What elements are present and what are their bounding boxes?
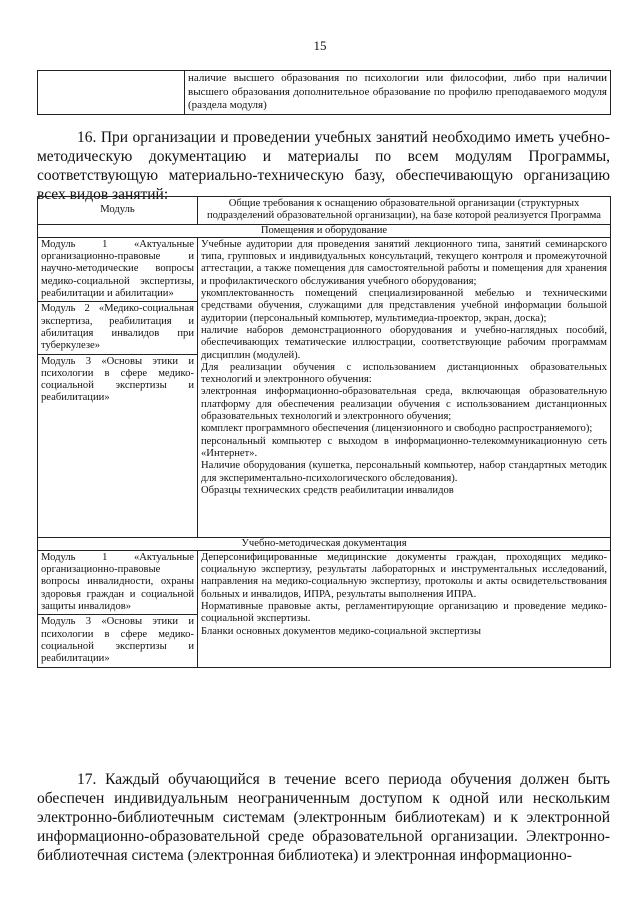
module-cell: Модуль 3 «Основы этики и психологии в сфере медико-социальной экспертизы и реабилитации»: [38, 615, 198, 667]
requirement-cell: наличие высшего образования по психологии или философии, либо при наличии высшего образования дополнительное образование по профилю преподаваемого модуля (раздела модуля): [185, 71, 611, 115]
requirement-item: Для реализации обучения с использованием дистанционных образовательных технологий и электронного обучения:: [201, 361, 607, 386]
paragraph-16: 16. При организации и проведении учебных занятий необходимо иметь учебно-методическую документацию и материалы по всем модулям Программы, соответствующую материально-техническую базу, обеспечивающую организацию всех видов занятий:: [37, 129, 610, 203]
module-cell: Модуль 1 «Актуальные организационно-правовые и научно-методические вопросы медико-социальной экспертизы, реабилитации и абилитации»: [38, 237, 198, 301]
module-cell: Модуль 1 «Актуальные организационно-правовые вопросы инвалидности, охраны здоровья граждан и социальной защиты инвалидов»: [38, 550, 198, 614]
section-title-premises: Помещения и оборудование: [38, 224, 611, 237]
continuation-table: [37, 70, 611, 115]
requirement-item: Наличие оборудования (кушетка, персональный компьютер, набор стандартных методик для экспериментально-психологического обследования).: [201, 460, 607, 484]
requirement-item: Нормативные правовые акты, регламентирующие организацию и проведение медико-социальной экспертизы.: [201, 601, 607, 625]
page-number: 15: [313, 38, 327, 53]
header-requirements: Общие требования к оснащению образовательной организации (структурных подразделений образовательной организации), на базе которой реализуется Программа: [198, 197, 611, 225]
requirements-cell: [198, 550, 611, 667]
requirement-item: Деперсонифицированные медицинские документы граждан, проходящих медико-социальную экспертизу, результаты лабораторных и инструментальных исследований, направления на медико-социальную экспертизу, протоколы и акты освидетельствования больных и инвалидов, ИПРА, результаты выполнения ИПРА.: [201, 551, 607, 600]
requirement-item: персональный компьютер с выходом в информационно-телекоммуникационную сеть «Интернет».: [201, 435, 607, 459]
requirement-item: электронная информационно-образовательная среда, включающая образовательную платформу для обеспечения реализации обучения с использованием дистанционных образовательных технологий и электронного обучения;: [201, 386, 607, 423]
requirements-table: [37, 196, 611, 668]
empty-cell: [38, 71, 185, 115]
section-title-documentation: Учебно-методическая документация: [38, 537, 611, 550]
module-cell: Модуль 2 «Медико-социальная экспертиза, реабилитация и абилитация инвалидов при туберкулезе»: [38, 302, 198, 354]
module-cell: Модуль 3 «Основы этики и психологии в сфере медико-социальной экспертизы и реабилитации»: [38, 354, 198, 537]
requirements-cell: [198, 237, 611, 537]
requirement-item: наличие наборов демонстрационного оборудования и учебно-наглядных пособий, обеспечивающих тематические иллюстрации, соответствующие рабочим программам дисциплин (модулей).: [201, 324, 607, 361]
header-module: Модуль: [38, 197, 198, 225]
requirement-item: Бланки основных документов медико-социальной экспертизы: [201, 625, 481, 637]
requirement-item: Учебные аудитории для проведения занятий лекционного типа, занятий семинарского типа, групповых и индивидуальных консультаций, текущего контроля и промежуточной аттестации, а также помещения для самостоятельной работы и помещения для хранения и профилактического обслуживания учебного оборудования;: [201, 238, 607, 287]
paragraph-17: 17. Каждый обучающийся в течение всего периода обучения должен быть обеспечен индивидуальным неограниченным доступом к одной или нескольким электронно-библиотечным системам (электронным библиотекам) и к электронной информационно-образовательной среде образовательной организации. Электронно-библиотечная система (электронная библиотека) и электронная информационно-: [37, 771, 610, 864]
requirement-item: укомплектованность помещений специализированной мебелью и техническими средствами обучения, служащими для представления учебной информации большой аудитории (персональный компьютер, мультимедиа-проектор, экран, доска);: [201, 288, 607, 324]
requirement-item: Образцы технических средств реабилитации инвалидов: [201, 484, 454, 496]
requirement-item: комплект программного обеспечения (лицензионного и свободно распространяемого);: [201, 423, 593, 435]
